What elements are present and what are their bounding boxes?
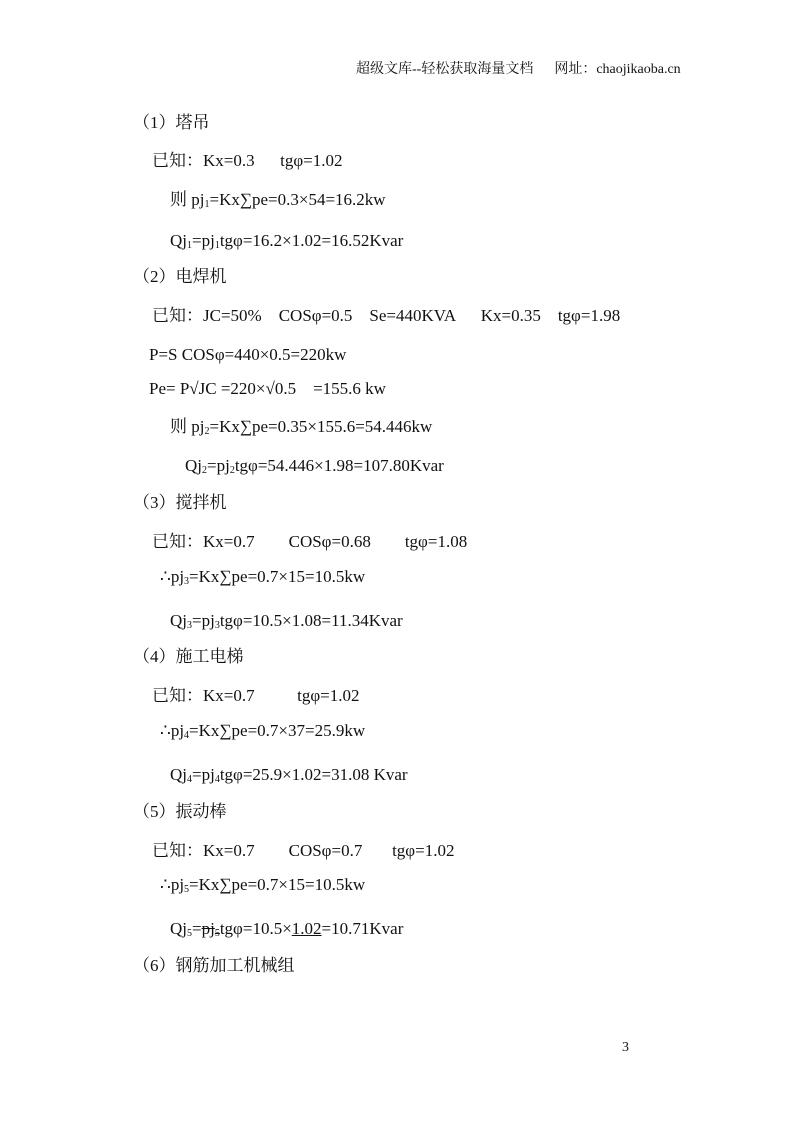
subscript: 5 xyxy=(187,928,192,939)
subscript: 2 xyxy=(229,465,235,476)
formula-line xyxy=(160,567,365,587)
text-segment: =Kx∑pe=0.35×155.6=54.446kw xyxy=(209,417,433,436)
subscript: 3 xyxy=(184,576,190,587)
text-segment: Qj xyxy=(170,765,187,784)
formula-line xyxy=(185,456,444,476)
text-segment: tgφ=25.9×1.02=31.08 Kvar xyxy=(219,765,408,784)
formula-line xyxy=(152,686,360,706)
formula-line xyxy=(152,151,343,171)
text-segment: （6）钢筋加工机械组 xyxy=(133,956,295,975)
text-segment: 已知：Kx=0.7 COSφ=0.7 tgφ=1.02 xyxy=(152,841,455,860)
formula-line xyxy=(149,379,386,399)
text-segment: =pj xyxy=(192,611,215,630)
text-segment: 已知：Kx=0.7 COSφ=0.68 tgφ=1.08 xyxy=(152,532,468,551)
text-segment: （3）搅拌机 xyxy=(133,493,227,512)
text-segment: =pj xyxy=(192,765,215,784)
text-segment: =Kx∑pe=0.7×15=10.5kw xyxy=(189,875,366,894)
text-segment: 已知：JC=50% COSφ=0.5 Se=440KVA Kx=0.35 tgφ=1.98 xyxy=(152,306,621,325)
section-heading xyxy=(133,647,244,667)
section-heading xyxy=(133,493,227,513)
text-segment: （2）电焊机 xyxy=(133,267,227,286)
subscript: 3 xyxy=(214,620,220,631)
text-segment: =10.71Kvar xyxy=(321,919,404,938)
subscript: 5 xyxy=(214,928,220,939)
text-segment: Qj xyxy=(185,456,202,475)
text-segment: （5）振动棒 xyxy=(133,802,227,821)
header-url: 网址：chaojikaoba.cn xyxy=(554,62,681,77)
text-segment: Qj xyxy=(170,611,187,630)
formula-line xyxy=(149,345,346,365)
formula-line xyxy=(152,841,454,861)
text-segment: =Kx∑pe=0.3×54=16.2kw xyxy=(209,190,386,209)
text-segment: 则 pj xyxy=(170,190,205,209)
text-segment: 已知：Kx=0.7 tgφ=1.02 xyxy=(152,686,360,705)
formula-line xyxy=(152,306,620,326)
formula-line xyxy=(170,765,408,785)
subscript: 2 xyxy=(204,426,210,437)
subscript: 4 xyxy=(184,730,190,741)
formula-line xyxy=(170,611,403,631)
subscript: 1 xyxy=(187,240,192,251)
text-segment: tgφ=16.2×1.02=16.52Kvar xyxy=(219,231,404,250)
text-segment: 已知：Kx=0.3 tgφ=1.02 xyxy=(152,151,343,170)
page-number: 3 xyxy=(622,1040,629,1055)
text-segment: ∴pj xyxy=(160,721,185,740)
header-site: 超级文库--轻松获取海量文档 xyxy=(356,62,534,77)
section-heading xyxy=(133,956,295,976)
text-segment: 1.02 xyxy=(291,919,322,938)
text-segment: ∴pj xyxy=(160,567,185,586)
subscript: 3 xyxy=(187,620,192,631)
text-segment: Pe= P√JC =220×√0.5 =155.6 kw xyxy=(149,379,386,398)
text-segment: pj xyxy=(201,919,215,938)
formula-line xyxy=(160,721,365,741)
text-segment: ∴pj xyxy=(160,875,185,894)
formula-line xyxy=(170,231,403,251)
text-segment: tgφ=10.5× xyxy=(219,919,292,938)
subscript: 4 xyxy=(214,774,220,785)
subscript: 2 xyxy=(202,465,207,476)
text-segment: = xyxy=(192,919,202,938)
formula-line xyxy=(152,532,467,552)
text-segment: =Kx∑pe=0.7×15=10.5kw xyxy=(189,567,366,586)
text-segment: tgφ=54.446×1.98=107.80Kvar xyxy=(234,456,444,475)
text-segment: tgφ=10.5×1.08=11.34Kvar xyxy=(219,611,403,630)
formula-line xyxy=(170,919,403,939)
text-segment: =pj xyxy=(207,456,230,475)
formula-line xyxy=(170,190,386,210)
text-segment: 则 pj xyxy=(170,417,205,436)
text-segment: Qj xyxy=(170,231,187,250)
subscript: 1 xyxy=(214,240,220,251)
text-segment: =Kx∑pe=0.7×37=25.9kw xyxy=(189,721,366,740)
subscript: 5 xyxy=(184,884,190,895)
section-heading xyxy=(133,802,227,822)
text-segment: Qj xyxy=(170,919,187,938)
subscript: 1 xyxy=(204,199,210,210)
section-heading xyxy=(133,113,210,133)
subscript: 4 xyxy=(187,774,192,785)
text-segment: （4）施工电梯 xyxy=(133,647,244,666)
text-segment: P=S COSφ=440×0.5=220kw xyxy=(149,345,347,364)
section-heading xyxy=(133,267,227,287)
text-segment: （1）塔吊 xyxy=(133,113,210,132)
text-segment: =pj xyxy=(192,231,215,250)
formula-line xyxy=(160,875,365,895)
formula-line xyxy=(170,417,432,437)
page-header xyxy=(356,58,681,78)
